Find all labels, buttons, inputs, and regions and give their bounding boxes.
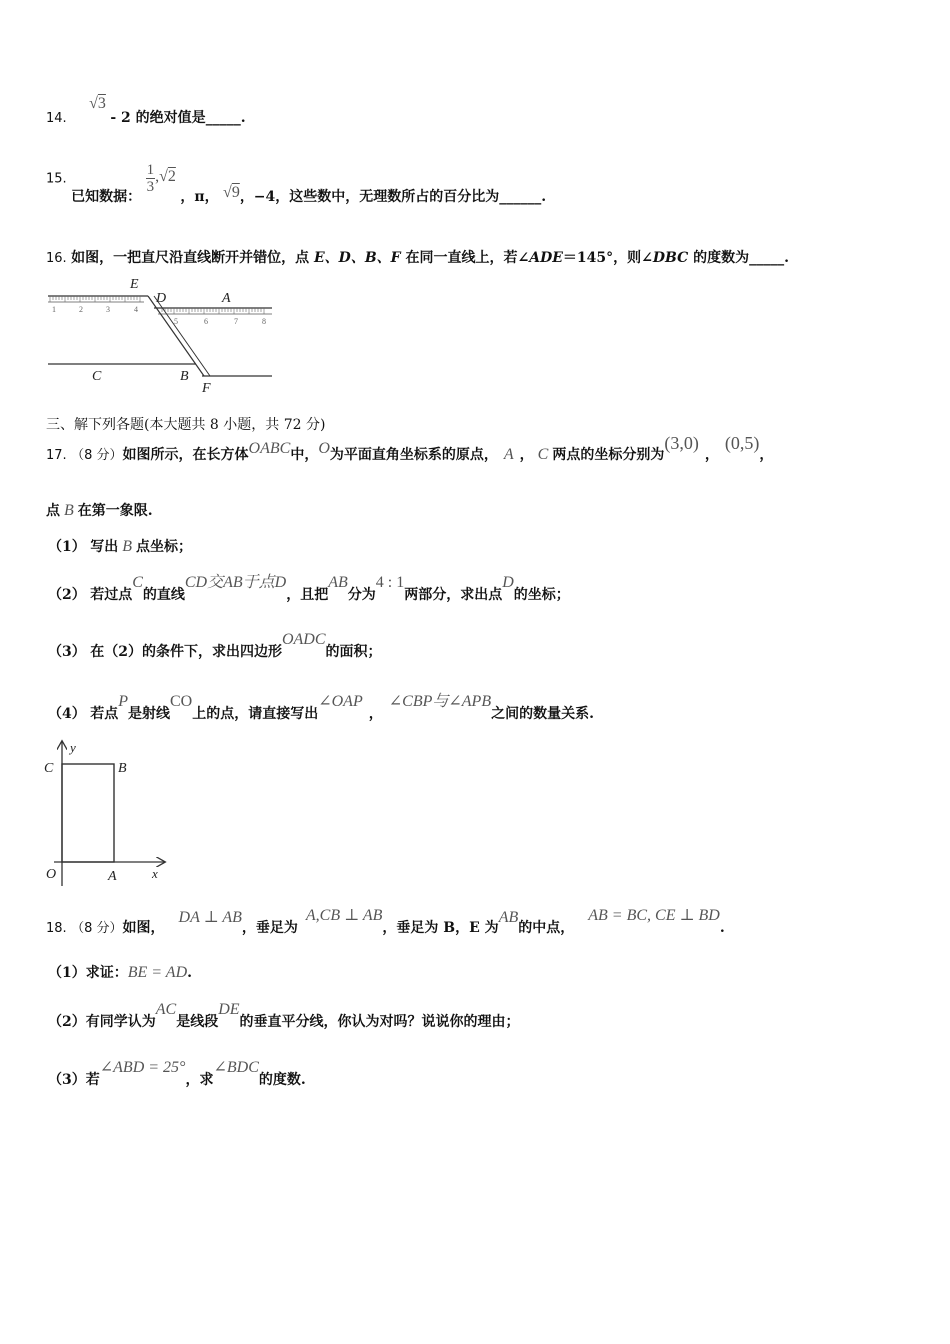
label-O: O [46,867,57,882]
question-number: 16. [46,251,67,266]
label-B: B [118,761,127,776]
tick-label: 4 [134,305,138,314]
label-A: A [108,869,117,884]
q17-part-4: （4） 若点P是射线CO上的点，请直接写出∠OAP，∠CBP与∠APB之间的数量关系. [48,693,594,722]
label-C: C [44,761,54,776]
label-F: F [202,381,211,396]
label-C: C [92,369,102,384]
question-14: 14. √3 - 2 的绝对值是_____. [46,95,246,126]
tick-label: 6 [204,317,208,326]
tick-label: 3 [106,305,110,314]
label-y: y [70,740,76,755]
fraction-one-third: $\frac{1}{3}$ [146,162,155,195]
coordinate-figure [40,736,180,886]
tick-label: 2 [79,305,83,314]
label-B: B [180,369,189,384]
question-number: 15. [46,171,67,187]
question-number: 14. [46,111,67,126]
sqrt-expression: √3 [89,95,106,112]
q17-part-3: （3） 在（2）的条件下，求出四边形OADC的面积； [48,631,382,660]
tick-label: 1 [52,305,56,314]
rectangle-OABC [62,764,114,862]
q18-part-1: （1）求证：BE = AD. [48,964,193,981]
tick-label: 5 [174,317,178,326]
ruler-figure [44,276,280,398]
q18-part-2: （2）有同学认为AC是线段DE的垂直平分线，你认为对吗？说说你的理由； [48,1001,520,1030]
question-17-line2: 点 B 在第一象限. [46,502,153,519]
question-18: 18. （8 分）如图，DA ⊥ AB，垂足为A,CB ⊥ AB，垂足为 B，E 为AB的中点，AB = BC, CE ⊥ BD. [46,907,725,936]
tick-label: 8 [262,317,266,326]
question-16: 16. 如图，一把直尺沿直线断开并错位，点 E、D、B、F 在同一直线上，若∠ADE＝145°，则∠DBC 的度数为_____. [46,250,790,266]
label-A: A [222,291,231,306]
q17-part-2: （2） 若过点C的直线CD交AB于点D，且把AB分为4 : 1两部分，求出点D的坐标； [48,574,570,603]
label-D: D [156,291,167,306]
label-x: x [152,866,158,881]
label-E: E [130,277,139,292]
question-17: 17. （8 分）如图所示，在长方体OABC中，O为平面直角坐标系的原点， A ， C 两点的坐标分别为(3,0)，(0,5)， [46,433,774,463]
q17-part-1: （1） 写出 B 点坐标； [48,538,192,555]
tick-label: 7 [234,317,238,326]
q18-part-3: （3）若∠ABD = 25°，求∠BDC的度数. [48,1059,306,1088]
question-15: 15. 已知数据： $\frac{1}{3}$ ,√2 ，π， √9，−4，这些数中，无理数所占的百分比为______. [46,162,547,205]
section-heading: 三、解下列各题(本大题共 8 小题，共 72 分) [46,417,326,433]
